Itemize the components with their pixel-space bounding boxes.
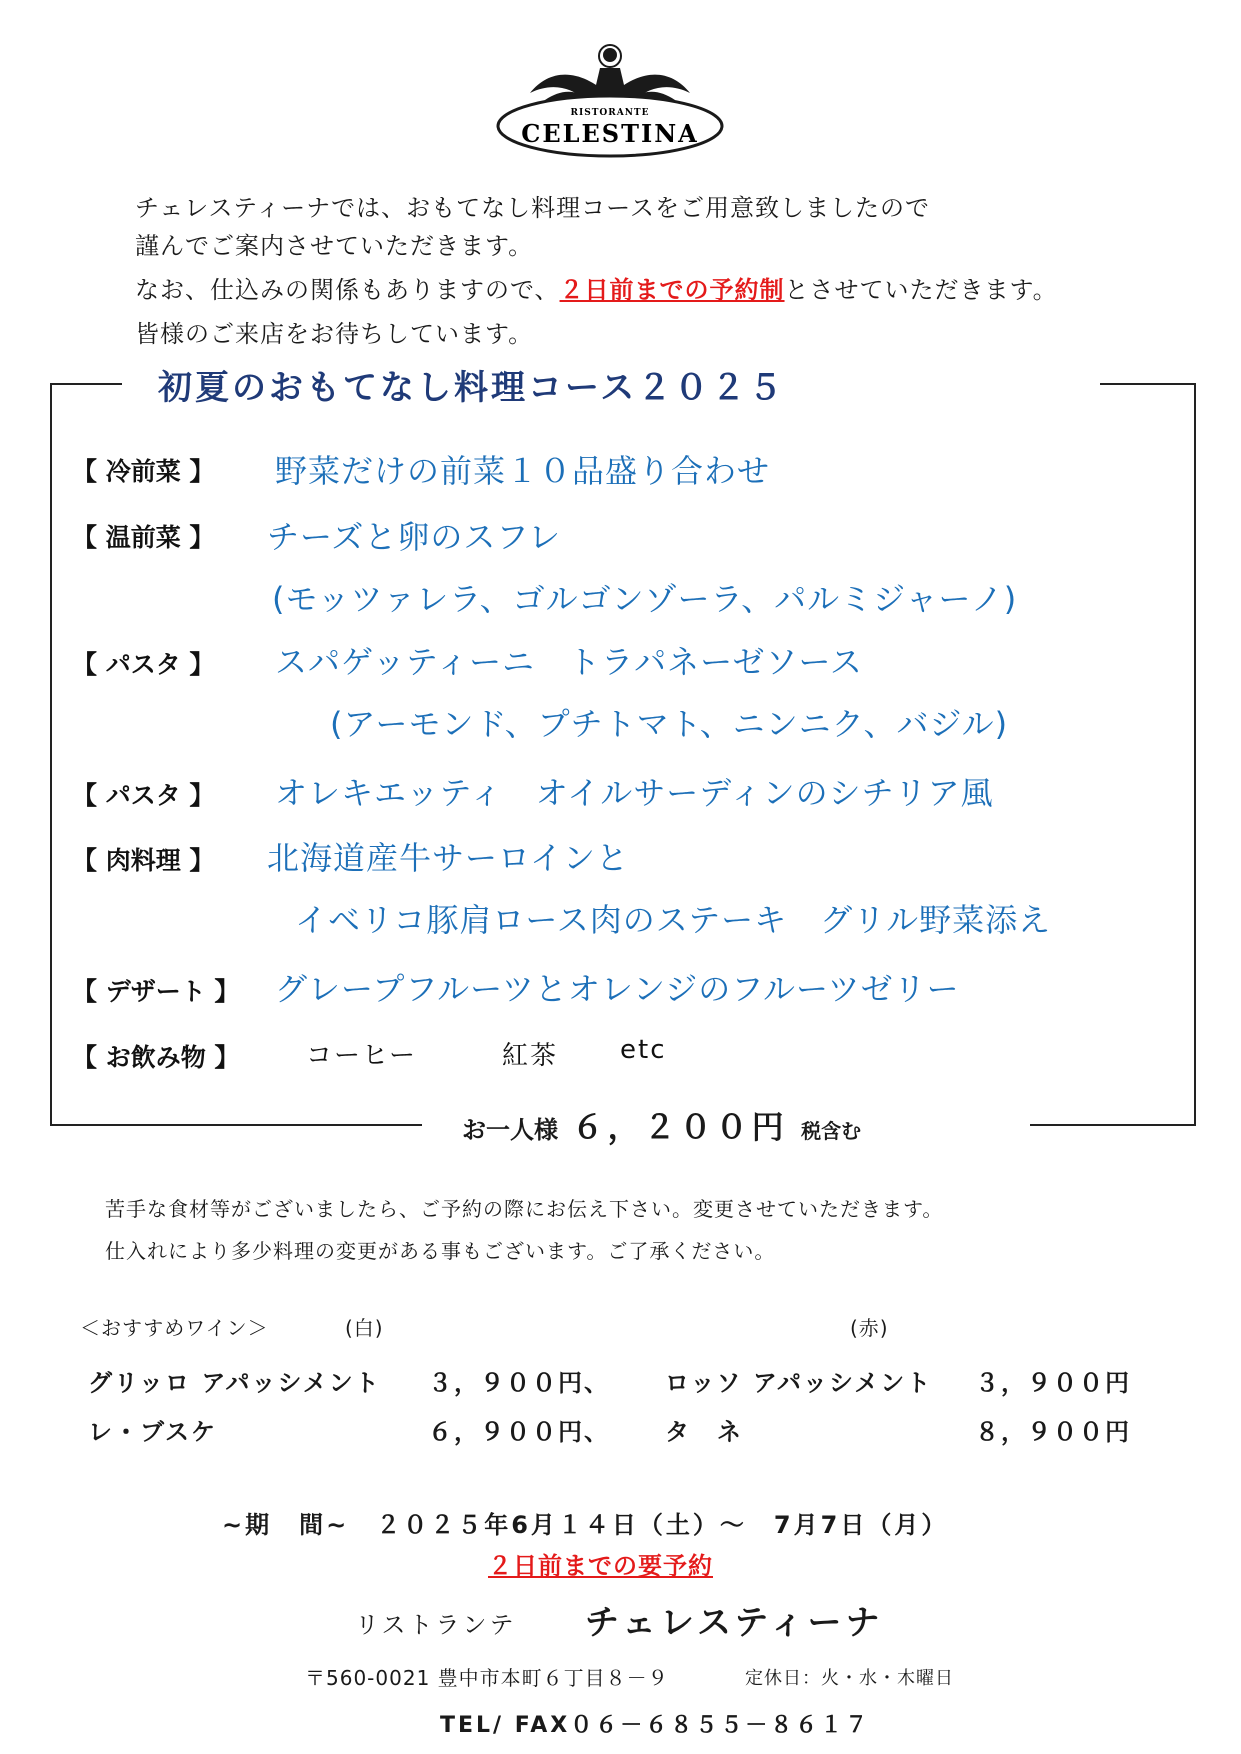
dish-cold-appetizer: 野菜だけの前菜１０品盛り合わせ (275, 452, 771, 490)
logo-subtitle: RISTORANTE (570, 108, 650, 118)
drink-etc: etc (620, 1035, 667, 1065)
note-line-1: 苦手な食材等がございましたら、ご予約の際にお伝え下さい。変更させていただきます。 (105, 1197, 944, 1221)
dish-warm-appetizer-detail: (モッツァレラ、ゴルゴンゾーラ、パルミジャーノ) (272, 580, 1018, 618)
price-prefix: お一人様 (462, 1116, 558, 1144)
category-pasta-1: 【 パスタ 】 (72, 650, 215, 679)
note-line-2: 仕入れにより多少料理の変更がある事もございます。ご了承ください。 (105, 1239, 776, 1263)
drink-tea: 紅茶 (502, 1041, 559, 1071)
address: 〒560-0021 豊中市本町６丁目８－９ (305, 1666, 669, 1690)
dish-dessert: グレープフルーツとオレンジのフルーツゼリー (275, 970, 960, 1008)
category-drinks: 【 お飲み物 】 (72, 1043, 240, 1072)
wine-white-1-name: グリッロ アパッシメント (88, 1369, 381, 1397)
intro-line-3-post: とさせていただきます。 (784, 276, 1058, 304)
intro-line-3-pre: なお、仕込みの関係もありますので、 (135, 276, 560, 304)
wine-white-1-price: ３，９００円、 (428, 1369, 610, 1397)
intro-line-1: チェレスティーナでは、おもてなし料理コースをご用意致しましたので (135, 194, 930, 222)
category-pasta-2: 【 パスタ 】 (72, 781, 215, 810)
wine-white-label: (白) (345, 1316, 384, 1340)
category-dessert: 【 デザート 】 (72, 977, 240, 1006)
restaurant-name: チェレスティーナ (585, 1603, 884, 1643)
reservation-notice: ２日前までの予約制 (559, 276, 785, 304)
wine-white-2-price: ６，９００円、 (428, 1418, 610, 1446)
logo-name: CELESTINA (521, 119, 699, 148)
dish-meat-detail: イベリコ豚肩ロース肉のステーキ グリル野菜添え (295, 901, 1052, 939)
course-title: 初夏のおもてなし料理コース２０２５ (150, 360, 793, 409)
period-label: ~期 間~ (222, 1511, 350, 1539)
period-range: ２０２５年6月１４日（土）～ 7月7日（月） (376, 1511, 949, 1539)
intro-line-4: 皆様のご来店をお待ちしています。 (135, 320, 534, 348)
category-meat: 【 肉料理 】 (72, 846, 215, 875)
course-price (450, 1102, 873, 1148)
dish-pasta-1-detail: (アーモンド、プチトマト、ニンニク、バジル) (330, 705, 1009, 743)
intro-line-3 (135, 270, 1058, 305)
price-tax-note: 税含む (801, 1119, 862, 1143)
price-value: ６，２００円 (571, 1108, 788, 1146)
wine-heading: ＜おすすめワイン＞ (80, 1316, 269, 1340)
intro-line-2: 謹んでご案内させていただきます。 (135, 232, 534, 260)
period (222, 1505, 948, 1540)
reservation-requirement: ２日前までの要予約 (488, 1552, 713, 1580)
wine-red-2-name: タ ネ (665, 1418, 743, 1446)
phone-fax: TEL/ FAX０６－６８５５－８６１７ (440, 1713, 871, 1738)
drink-coffee: コーヒー (306, 1041, 417, 1071)
dish-warm-appetizer: チーズと卵のスフレ (267, 518, 562, 556)
restaurant-prefix: リストランテ (355, 1611, 517, 1639)
wine-white-2-name: レ・ブスケ (88, 1418, 218, 1446)
holiday-info: 定休日：火・水・木曜日 (745, 1668, 954, 1689)
dish-pasta-1: スパゲッティーニ トラパネーゼソース (275, 643, 863, 681)
dish-meat: 北海道産牛サーロインと (267, 839, 630, 877)
wine-red-2-price: ８，９００円 (975, 1418, 1131, 1446)
angel-emblem-icon (490, 38, 730, 158)
wine-red-1-price: ３，９００円 (975, 1369, 1131, 1397)
category-cold-appetizer: 【 冷前菜 】 (72, 457, 215, 486)
wine-red-label: (赤) (850, 1316, 889, 1340)
wine-red-1-name: ロッソ アパッシメント (665, 1369, 933, 1397)
category-warm-appetizer: 【 温前菜 】 (72, 523, 215, 552)
dish-pasta-2: オレキエッティ オイルサーディンのシチリア風 (275, 774, 994, 812)
course-frame (50, 383, 1196, 1126)
restaurant-logo (490, 38, 730, 158)
